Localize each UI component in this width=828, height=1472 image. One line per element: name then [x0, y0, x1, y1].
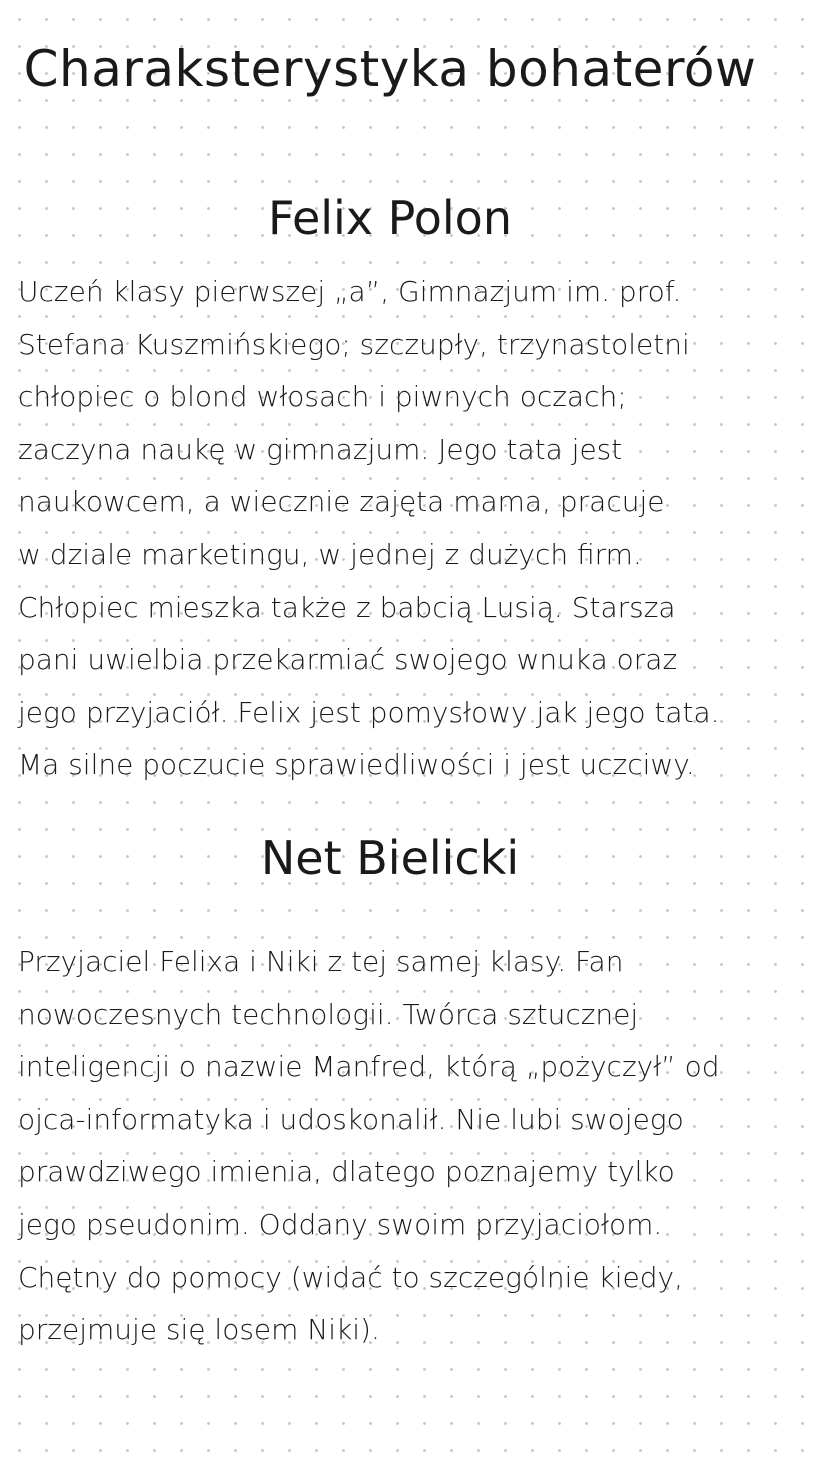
text-line: Chętny do pomocy (widać to szczególnie kiedy, — [18, 1260, 683, 1294]
text-line: jego pseudonim. Oddany swoim przyjaciołom. — [18, 1207, 663, 1241]
text-line: jego przyjaciół. Felix jest pomysłowy jak jego tata. — [18, 695, 720, 729]
text-line: Chłopiec mieszka także z babcią Lusią. Starsza — [18, 590, 676, 624]
text-line: chłopiec o blond włosach i piwnych oczach; — [18, 380, 627, 414]
text-line: nowoczesnych technologii. Twórca sztucznej — [18, 997, 639, 1031]
text-line: w dziale marketingu, w jednej z dużych firm. — [18, 537, 642, 571]
text-line: Ma silne poczucie sprawiedliwości i jest uczciwy. — [18, 748, 695, 782]
text-line: naukowcem, a wiecznie zajęta mama, pracuje — [18, 485, 665, 519]
text-line: pani uwielbia przekarmiać swojego wnuka oraz — [18, 643, 678, 677]
text-line: zaczyna naukę w gimnazjum. Jego tata jest — [18, 432, 623, 466]
text-line: inteligencji o nazwie Manfred, którą „pożyczył” od — [18, 1050, 720, 1084]
section-text-net — [18, 936, 818, 1357]
text-line: prawdziwego imienia, dlatego poznajemy tylko — [18, 1155, 675, 1189]
text-line: ojca-informatyka i udoskonalił. Nie lubi swojego — [18, 1102, 684, 1136]
text-line: przejmuje się losem Niki). — [18, 1313, 380, 1347]
section-heading-net: Net Bielicki — [260, 831, 520, 885]
text-line: Stefana Kuszmińskiego; szczupły, trzynastoletni — [18, 327, 690, 361]
section-heading-felix: Felix Polon — [268, 191, 512, 245]
text-line: Przyjaciel Felixa i Niki z tej samej klasy. Fan — [18, 945, 624, 978]
text-line: Uczeń klasy pierwszej „a”, Gimnazjum im. prof. — [18, 275, 682, 308]
section-text-felix — [18, 266, 818, 792]
page-title: Charaksterystyka bohaterów — [23, 40, 757, 98]
